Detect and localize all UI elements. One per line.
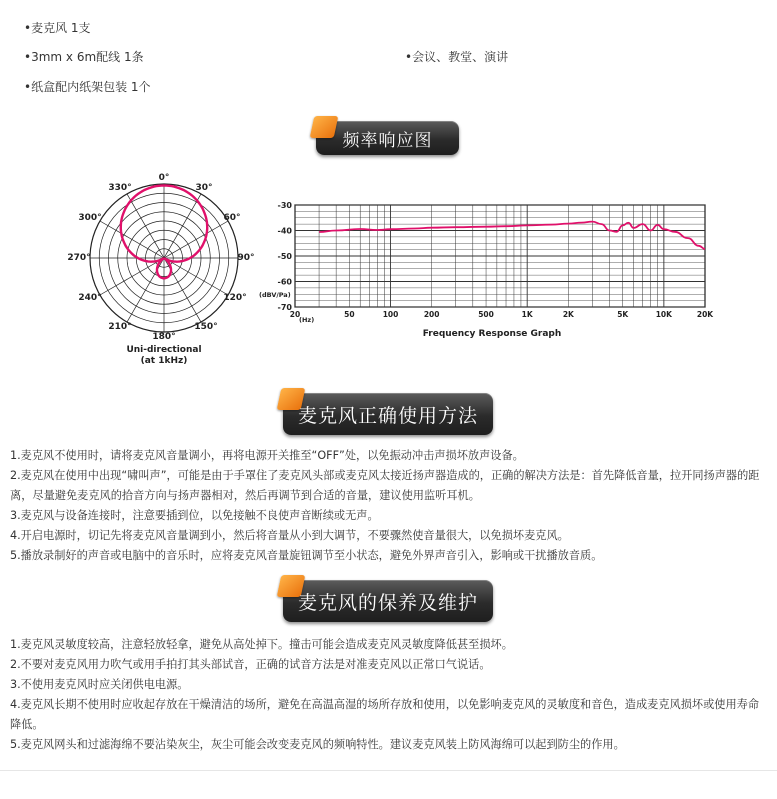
polar-label-0: 0° xyxy=(158,173,170,183)
polar-grid xyxy=(90,184,241,332)
care-item: 2.不要对麦克风用力吹气或用手拍打其头部试音，正确的试音方法是对准麦克风以正常口气说话。 xyxy=(10,658,491,671)
chart-y-tick-label: -50 xyxy=(277,252,292,261)
chart-x-axis-label: (Hz) xyxy=(299,316,315,324)
polar-spoke xyxy=(164,194,201,258)
care-item: 4.麦克风长期不使用时应收起存放在干燥清洁的场所，避免在高温高湿的场所存放和使用，以免影响麦克风的灵敏度和音色，造成麦克风损坏或使用寿命降低。 xyxy=(10,698,760,731)
chart-y-tick-label: -40 xyxy=(277,226,292,236)
chart-y-tick-label: -70 xyxy=(277,303,292,312)
polar-spoke xyxy=(100,258,164,295)
care-item: 5.麦克风网头和过滤海绵不要沾染灰尘，灰尘可能会改变麦克风的频响特性。建议麦克风装上防风海绵可以起到防尘的作用。 xyxy=(10,738,625,751)
polar-label-60: 60° xyxy=(223,213,241,223)
section-title-usage: 麦克风正确使用方法 xyxy=(297,404,478,427)
polar-label-330: 330° xyxy=(108,183,132,193)
section-title-frequency: 频率响应图 xyxy=(342,130,433,151)
polar-angle-labels xyxy=(67,173,254,342)
chart-x-tick-label: 100 xyxy=(382,310,399,319)
package-item-usage: •会议、教堂、演讲 xyxy=(405,50,509,64)
chart-y-tick-label: -60 xyxy=(277,277,292,287)
polar-label-240: 240° xyxy=(78,293,102,303)
chart-title: Frequency Response Graph xyxy=(422,329,562,339)
chart-gridlines xyxy=(295,205,705,307)
chart-x-tick-label: 10K xyxy=(655,310,672,319)
chart-x-tick-label: 2K xyxy=(562,310,574,319)
care-item: 1.麦克风灵敏度较高，注意轻放轻拿，避免从高处掉下。撞击可能会造成麦克风灵敏度降低甚至损坏。 xyxy=(10,638,513,651)
banner-accent xyxy=(310,116,339,138)
polar-caption-line2: (at 1kHz) xyxy=(140,356,188,366)
package-item-cable: •3mm x 6m配线 1条 xyxy=(24,50,144,64)
chart-series-response-line xyxy=(319,222,705,249)
section-banner-usage xyxy=(283,393,493,435)
care-item: 3.不使用麦克风时应关闭供电电源。 xyxy=(10,678,189,691)
polar-label-120: 120° xyxy=(223,293,247,303)
chart-x-tick-label: 200 xyxy=(423,310,440,319)
frequency-response-chart xyxy=(255,196,715,344)
polar-caption-line1: Uni-directional xyxy=(126,345,202,355)
section-title-care: 麦克风的保养及维护 xyxy=(297,591,478,614)
polar-label-90: 90° xyxy=(237,253,255,263)
polar-label-180: 180° xyxy=(152,332,176,342)
package-item-box: •纸盒配内纸架包装 1个 xyxy=(24,80,151,94)
chart-x-tick-label: 50 xyxy=(344,310,355,319)
chart-x-tick-label: 20K xyxy=(696,310,714,319)
usage-item: 3.麦克风与设备连接时，注意要插到位，以免接触不良使声音断续或无声。 xyxy=(10,509,379,522)
polar-label-30: 30° xyxy=(195,183,213,193)
polar-label-150: 150° xyxy=(194,322,218,332)
page-divider xyxy=(0,770,777,771)
chart-x-tick-label: 20 xyxy=(289,310,301,319)
chart-x-tick-labels xyxy=(290,310,715,319)
package-item-mic: •麦克风 1支 xyxy=(24,21,91,35)
polar-pattern-diagram xyxy=(60,168,270,368)
chart-y-tick-label: -30 xyxy=(277,201,292,210)
polar-label-300: 300° xyxy=(78,213,102,223)
usage-instructions xyxy=(10,446,770,566)
usage-item: 5.播放录制好的声音或电脑中的音乐时，应将麦克风音量旋钮调节至小状态，避免外界声音引入，影响或干扰播放音质。 xyxy=(10,549,603,562)
chart-x-tick-label: 500 xyxy=(478,310,494,319)
section-banner-frequency xyxy=(316,121,459,155)
usage-item: 2.麦克风在使用中出现“啸叫声”，可能是由于手罩住了麦克风头部或麦克风太接近扬声器造成的，正确的解决方法是：首先降低音量，拉开同扬声器的距离，尽量避免麦克风的拾音方向与扬声器相对，然后再调节到合适的音量，建议使用监听耳机。 xyxy=(10,469,760,502)
care-instructions xyxy=(10,635,770,755)
polar-spoke xyxy=(127,194,164,258)
usage-item: 1.麦克风不使用时，请将麦克风音量调小，再将电源开关推至“OFF”处，以免振动冲击声损坏放声设备。 xyxy=(10,449,524,462)
chart-x-tick-label: 1K xyxy=(521,310,533,319)
polar-label-270: 270° xyxy=(67,253,91,263)
chart-x-tick-label: 5K xyxy=(617,310,629,319)
usage-item: 4.开启电源时，切记先将麦克风音量调到小，然后将音量从小到大调节，不要骤然使音量很大，以免损坏麦克风。 xyxy=(10,529,569,542)
chart-y-axis-label: (dBV/Pa) xyxy=(259,291,291,299)
section-banner-care xyxy=(283,580,493,622)
polar-label-210: 210° xyxy=(108,322,132,332)
polar-spoke xyxy=(164,258,228,295)
